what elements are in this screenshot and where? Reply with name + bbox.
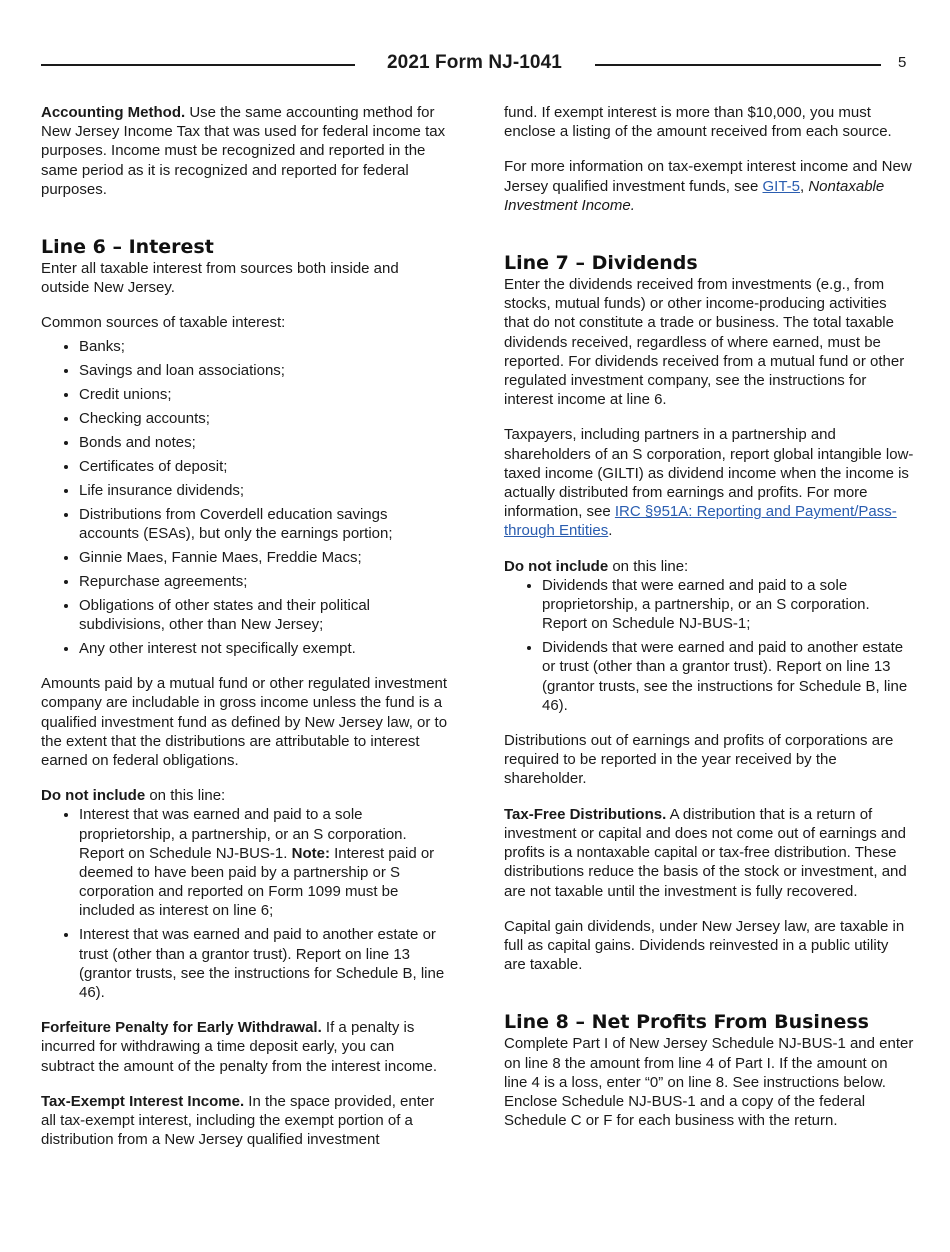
line6-heading: Line 6 – Interest — [41, 236, 214, 259]
line7-heading: Line 7 – Dividends — [504, 252, 698, 275]
forfeiture-text: If a penalty is incurred for withdrawing a time deposit early, you can subtract the amount of the penalty from the interest income. — [41, 1019, 438, 1075]
tax-exempt-text: In the space provided, enter all tax-exempt interest, including the exempt portion of a distribution from a New Jersey qualified investment — [41, 1092, 435, 1149]
more-info-title: Nontaxable Investment Income. — [504, 177, 885, 214]
forfeiture-paragraph — [41, 1018, 451, 1076]
list-item: • Ginnie Maes, Fannie Maes, Freddie Macs; — [79, 548, 451, 567]
tax-exempt-continued: fund. If exempt interest is more than $10,000, you must enclose a listing of the amount received from each source. — [504, 104, 892, 141]
list-item: • Life insurance dividends; — [79, 481, 451, 500]
exclusion1-text-a: Interest that was earned and paid to a sole proprietorship, a partnership, or an S corporation. Report on Schedule NJ-BUS-1. — [79, 806, 407, 862]
line6-exclusions-list — [41, 805, 451, 1002]
line6-sources-intro: Common sources of taxable interest: — [41, 314, 286, 332]
more-info-paragraph — [504, 157, 914, 215]
irc-951a-link[interactable]: IRC §951A: Reporting and Payment/Pass-through Entities — [504, 503, 897, 540]
list-item: • Certificates of deposit; — [79, 457, 451, 476]
gilti-paragraph — [504, 425, 914, 540]
tax-free-text: A distribution that is a return of investment or capital and does not come out of earnings and profits is a nontaxable capital or tax-free distribution. These distributions reduce the basis of the stock or investment, and are not taxable until the investment is fully recovered. — [504, 805, 907, 900]
list-item — [79, 805, 451, 920]
do-not-include-rest: on this line: — [145, 787, 226, 805]
do-not-include-lead: Do not include — [504, 557, 609, 575]
right-column — [504, 103, 914, 1146]
list-item: • Dividends that were earned and paid to a sole proprietorship, a partnership, or an S corporation. Report on Schedule NJ-BUS-1; — [542, 576, 914, 634]
line8-heading: Line 8 – Net Profits From Business — [504, 1011, 869, 1034]
more-info-text-b: , — [800, 177, 809, 195]
forfeiture-lead: Forfeiture Penalty for Early Withdrawal. — [41, 1019, 322, 1037]
distributions-paragraph: Distributions out of earnings and profits of corporations are required to be reported in the year received by the shareholder. — [504, 732, 894, 788]
list-item: • Dividends that were earned and paid to another estate or trust (other than a grantor trust). Report on line 13 (grantor trusts, see the instructions for Schedule B, line 46). — [542, 638, 914, 715]
mutual-fund-paragraph: Amounts paid by a mutual fund or other regulated investment company are includable in gross income unless the fund is a qualified investment fund as defined by New Jersey law, or to the extent that the distributions are attributable to interest earned on federal obligations. — [41, 675, 448, 770]
accounting-method-text: Use the same accounting method for New Jersey Income Tax that was used for federal income tax purposes. Income must be recognized and reported in the same period as it is recognized and reported for federal purposes. — [41, 104, 446, 198]
accounting-method-paragraph — [41, 103, 451, 199]
line7-exclusions-list — [504, 576, 914, 715]
line7-intro: Enter the dividends received from investments (e.g., from stocks, mutual funds) or other income-producing activities that do not constitute a trade or business. The total taxable dividends received, regardless of where earned, must be reported. For dividends received from a mutual fund or other regulated investment company, see the instructions for interest income at line 6. — [504, 276, 905, 409]
tax-exempt-paragraph — [41, 1092, 451, 1150]
list-item: • Checking accounts; — [79, 409, 451, 428]
do-not-include-rest: on this line: — [608, 557, 689, 575]
list-item: • Interest that was earned and paid to another estate or trust (other than a grantor trust). Report on line 13 (grantor trusts, see the instructions for Schedule B, line 46). — [79, 925, 451, 1002]
list-item: • Banks; — [79, 337, 451, 356]
list-item: • Bonds and notes; — [79, 433, 451, 452]
accounting-method-lead: Accounting Method. — [41, 104, 186, 121]
list-item: • Obligations of other states and their political subdivisions, other than New Jersey; — [79, 596, 451, 634]
more-info-text-a: For more information on tax-exempt interest income and New Jersey qualified investment funds, see — [504, 158, 912, 195]
capital-gain-paragraph: Capital gain dividends, under New Jersey law, are taxable in full as capital gains. Dividends reinvested in a public utility are taxable. — [504, 917, 905, 974]
exclusion1-text-b: Interest paid or deemed to have been paid by a partnership or S corporation and reported on Form 1099 must be included as interest on line 6; — [79, 844, 435, 920]
page-header — [41, 52, 909, 78]
exclusion1-note: Note: — [291, 844, 330, 862]
tax-free-paragraph — [504, 805, 914, 901]
list-item: • Any other interest not specifically exempt. — [79, 639, 451, 658]
line8-text: Complete Part I of New Jersey Schedule NJ-BUS-1 and enter on line 8 the amount from line 4 of Part I. If the amount on line 4 is a loss, enter “0” on line 8. See instructions below. Enclose Schedule NJ-BUS-1 and a copy of the federal Schedule C or F for each business with the return. — [504, 1035, 914, 1130]
line6-do-not-include — [41, 786, 451, 805]
line6-intro: Enter all taxable interest from sources both inside and outside New Jersey. — [41, 260, 399, 297]
gilti-text-a: Taxpayers, including partners in a partnership and shareholders of an S corporation, report global intangible low-taxed income (GILTI) as dividend income when the income is actually distributed from earnings and profits. For more information, see — [504, 426, 914, 521]
page-number: 5 — [898, 54, 907, 71]
list-item: • Savings and loan associations; — [79, 361, 451, 380]
git5-link[interactable]: GIT-5 — [762, 177, 800, 195]
form-title: 2021 Form NJ-1041 — [387, 52, 562, 73]
tax-free-lead: Tax-Free Distributions. — [504, 805, 667, 823]
line7-do-not-include — [504, 557, 914, 576]
line6-sources-list — [41, 337, 451, 659]
list-item: • Repurchase agreements; — [79, 572, 451, 591]
tax-exempt-lead: Tax-Exempt Interest Income. — [41, 1092, 245, 1110]
list-item: • Credit unions; — [79, 385, 451, 404]
list-item: • Distributions from Coverdell education savings accounts (ESAs), but only the earnings portion; — [79, 505, 451, 543]
left-column — [41, 103, 451, 1166]
header-rule-left — [41, 64, 355, 66]
gilti-text-b: . — [608, 522, 613, 540]
header-rule-right — [595, 64, 881, 66]
do-not-include-lead: Do not include — [41, 787, 146, 805]
